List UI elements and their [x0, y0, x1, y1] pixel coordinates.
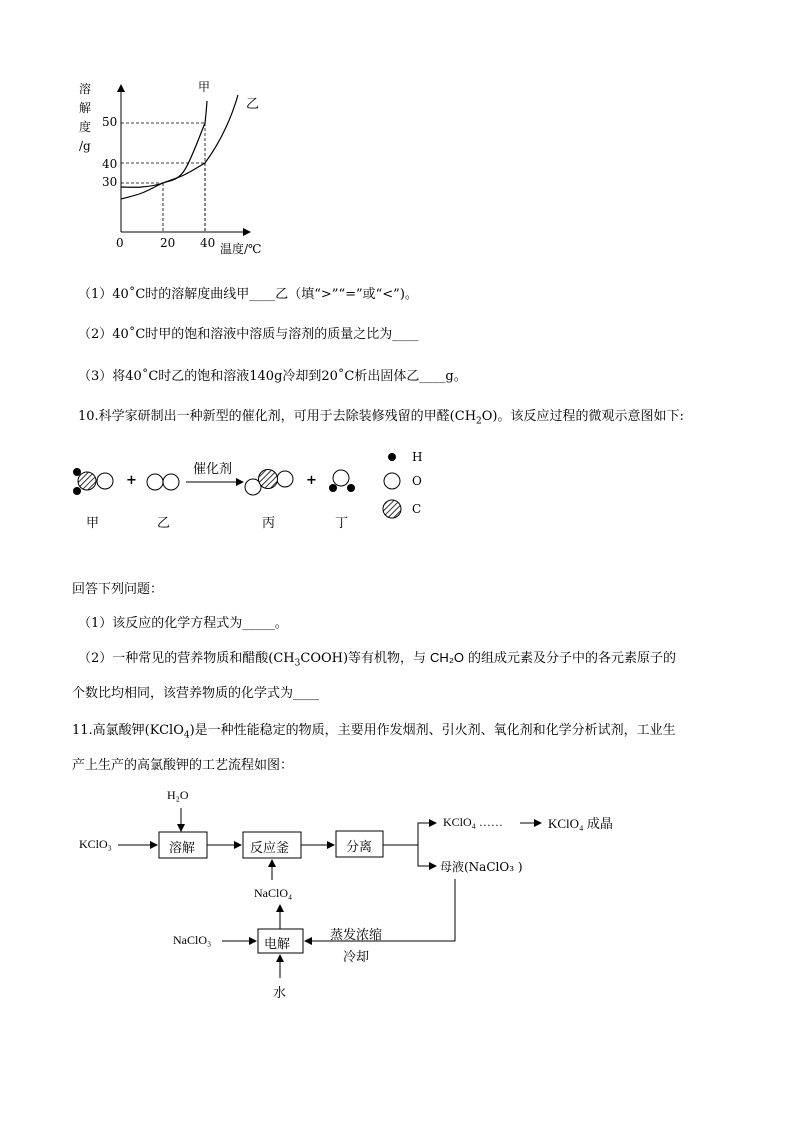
q10-part2-line2: 个数比均相同，该营养物质的化学式为____ — [72, 686, 320, 701]
q10-sub: 2 — [476, 416, 482, 427]
q10-prompt: 回答下列问题： — [72, 582, 164, 597]
molecule-water — [329, 470, 355, 492]
label-evaporate: 蒸发浓缩 — [330, 928, 383, 943]
molecule-label-yi: 乙 — [157, 516, 171, 531]
branch-up — [418, 823, 436, 845]
q11-intro-line2: 产上生产的高氯酸钾的工艺流程如图： — [72, 758, 294, 773]
q11-intro — [72, 719, 676, 741]
label-mother-liquor: 母液(NaClO₃ ) — [440, 860, 523, 874]
q10-part2-a: （2）一种常见的营养物质和醋酸(CH — [78, 651, 295, 666]
label-cool: 冷却 — [343, 950, 370, 965]
ylabel-char: 度 — [79, 120, 92, 134]
q11-sub: 4 — [183, 730, 190, 741]
q9-part2: （2）40˚C时甲的饱和溶液中溶质与溶剂的质量之比为____ — [78, 327, 419, 342]
molecule-oxygen — [147, 474, 179, 490]
branch-down — [418, 845, 436, 866]
q11-intro-b: )是一种性能稳定的物质，主要用作发烟剂、引火剂、氧化剂和化学分析试剂，工业生 — [189, 723, 676, 738]
q10-part2-b: COOH)等有机物，与 — [300, 651, 427, 666]
label-h2o: H₂O — [167, 788, 189, 802]
q10-intro-b: O)。该反应过程的微观示意图如下: — [481, 409, 684, 424]
legend-symbols — [383, 453, 401, 518]
x-axis-label: 温度/℃ — [220, 242, 262, 256]
q10-part2-sub: 3 — [294, 658, 301, 669]
q9-part1: （1）40˚C时的溶解度曲线甲____乙（填“>”“=”或“<”)。 — [78, 287, 418, 302]
x-tick-label: 20 — [160, 236, 176, 250]
q11-intro-a: 11.高氯酸钾(KClO — [72, 723, 184, 738]
legend-c: C — [412, 502, 422, 516]
ylabel-char: 溶 — [79, 82, 92, 96]
label-crystal: KClO₄ 成晶 — [548, 816, 613, 831]
x-tick-label: 40 — [200, 236, 216, 250]
molecule-label-ding: 丁 — [335, 516, 349, 531]
plus-sign: + — [126, 473, 137, 488]
label-kclo3: KClO₃ — [79, 837, 112, 851]
molecule-diagram — [0, 0, 794, 540]
molecule-label-jia: 甲 — [86, 516, 100, 531]
curve-label-yi: 乙 — [246, 97, 260, 112]
label-kclo4: KClO₄ …… — [443, 815, 503, 829]
molecule-co2 — [245, 470, 293, 496]
molecule-label-bing: 丙 — [262, 516, 276, 531]
q9-part3: （3）将40˚C时乙的饱和溶液140g冷却到20˚C析出固体乙____g。 — [78, 369, 467, 384]
curve-label-jia: 甲 — [198, 80, 211, 94]
ylabel-char: 解 — [79, 101, 92, 115]
label-naclo4: NaClO₄ — [254, 886, 293, 900]
y-tick-label: 50 — [102, 115, 118, 129]
molecule-formaldehyde — [73, 468, 113, 495]
q10-part2-formula: CH₂O — [430, 650, 464, 665]
x-tick-label: 0 — [116, 236, 124, 250]
q10-part1: （1）该反应的化学方程式为_____。 — [78, 616, 288, 631]
q10-part2-c: 的组成元素及分子中的各元素原子的 — [467, 651, 676, 666]
legend-h: H — [412, 450, 423, 464]
label-dissolve: 溶解 — [169, 841, 196, 856]
label-electrolysis: 电解 — [264, 937, 291, 952]
q10-part2 — [78, 647, 676, 669]
plus-sign: + — [306, 473, 317, 488]
q10-intro-a: 10.科学家研制出一种新型的催化剂，可用于去除装修残留的甲醛(CH — [78, 409, 477, 424]
label-naclo3: NaClO₃ — [173, 933, 212, 947]
legend-o: O — [412, 474, 422, 488]
catalyst-label: 催化剂 — [193, 462, 233, 477]
label-reactor: 反应釜 — [250, 841, 290, 856]
y-tick-label: 30 — [102, 175, 118, 189]
y-tick-label: 40 — [102, 157, 118, 171]
label-water: 水 — [273, 986, 287, 1001]
ylabel-char: /g — [79, 139, 91, 153]
label-separate: 分离 — [346, 840, 373, 855]
